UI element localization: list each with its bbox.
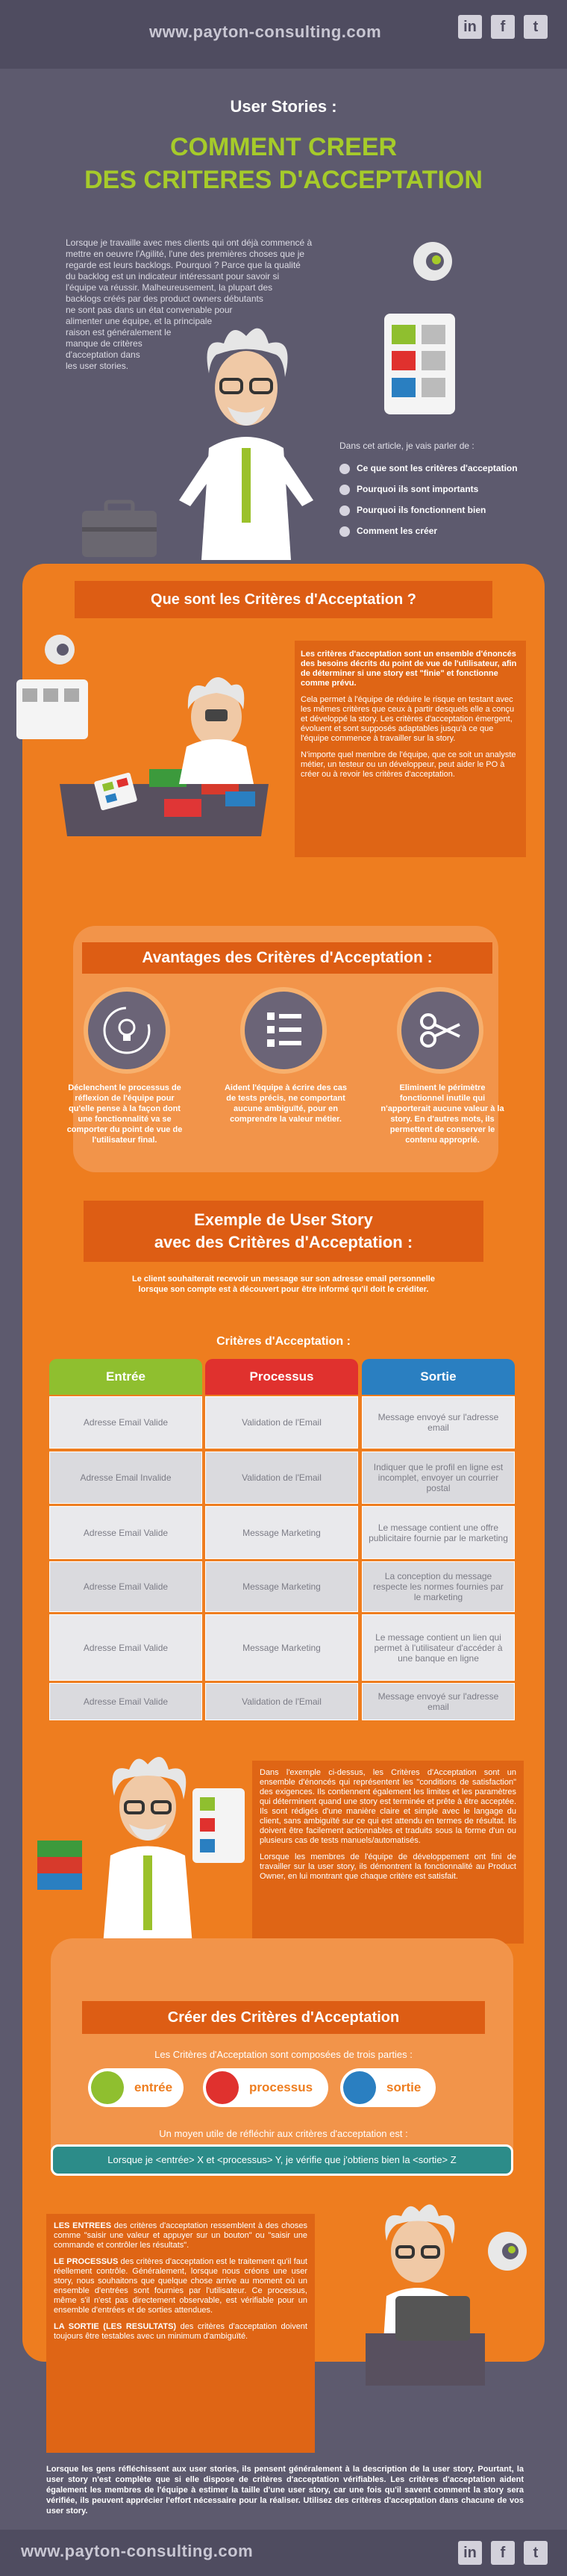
criteria-cell: Adresse Email Valide xyxy=(49,1683,202,1720)
criteria-cell: Adresse Email Valide xyxy=(49,1506,202,1559)
intro-line: mettre en oeuvre l'Agilité, l'une des premières choses que je xyxy=(66,249,305,259)
criteria-cell: Adresse Email Valide xyxy=(49,1614,202,1681)
criteria-cell: La conception du message respecte les normes fournies par le marketing xyxy=(362,1561,515,1612)
topic-item[interactable] xyxy=(339,526,437,537)
intro-line: raison est généralement le xyxy=(66,327,172,337)
scientist-with-checklist-illustration xyxy=(36,1743,267,1945)
checklist-icon xyxy=(240,987,327,1074)
topic-label: Comment les créer xyxy=(357,526,438,536)
entries-paragraph xyxy=(54,2221,307,2250)
site-url-link[interactable]: www.payton-consulting.com xyxy=(149,22,382,41)
formula-box: Lorsque je <entrée> X et <processus> Y, je vérifie que j'obtiens bien la <sortie> Z xyxy=(51,2144,513,2176)
linkedin-icon[interactable]: in xyxy=(458,15,482,39)
criteria-cell: Message Marketing xyxy=(205,1614,358,1681)
scientist-with-robot-illustration xyxy=(328,2191,545,2386)
topic-item[interactable] xyxy=(339,484,478,495)
intro-line: backlogs créés par des product owners débutants xyxy=(66,293,263,304)
output-icon xyxy=(343,2071,376,2104)
criteria-column-header: Processus xyxy=(205,1359,358,1395)
criteria-cell: Validation de l'Email xyxy=(205,1396,358,1449)
intro-kicker: User Stories : xyxy=(230,97,337,116)
criteria-cell: Message Marketing xyxy=(205,1561,358,1612)
section4-title: Créer des Critères d'Acceptation xyxy=(82,2001,485,2034)
part-input-pill xyxy=(88,2068,184,2107)
topic-label: Ce que sont les critères d'acceptation xyxy=(357,463,518,473)
footer-bar xyxy=(0,2530,567,2576)
briefcase-icon xyxy=(81,499,158,559)
criteria-column-header: Entrée xyxy=(49,1359,202,1395)
criteria-title: Critères d'Acceptation : xyxy=(216,1335,351,1348)
closing-paragraph: Lorsque les gens réfléchissent aux user stories, ils pensent généralement à la description de la user story. Pourtant, la user story n'est complète que si elle dispose de critères d'acceptation vérifiables. Les critères d'acceptation aident également les membres de l'équipe à estimer la taille d'une user story, car une fois qu'il savent comment la story sera vérifiée, ils peuvent apprécier l'effort nécessaire pour la réaliser. Utilisez des critères d'acceptation dans chacune de vos user story. xyxy=(46,2465,524,2516)
part-label: processus xyxy=(249,2080,313,2094)
definition-p3: N'importe quel membre de l'équipe, que ce soit un analyste métier, un testeur ou un développeur, peut aider le PO à créer ou à revoir les critères d'acceptation. xyxy=(301,750,516,779)
gear-icon xyxy=(339,485,350,495)
criteria-cell: Validation de l'Email xyxy=(205,1683,358,1720)
parts-explanation-box xyxy=(46,2214,315,2453)
scissors-icon xyxy=(397,987,483,1074)
criteria-cell: Validation de l'Email xyxy=(205,1452,358,1504)
robot-illustration xyxy=(377,239,459,418)
advantage-text: Déclenchent le processus de réflexion de l'équipe pour qu'elle pense à la façon dont une fonctionnalité va se comporter du point de vue de l'utilisateur final. xyxy=(66,1083,183,1145)
gear-icon xyxy=(339,526,350,537)
part-label: entrée xyxy=(134,2080,173,2094)
output-paragraph xyxy=(54,2322,307,2342)
criteria-cell: Message Marketing xyxy=(205,1506,358,1559)
explanation-p1: Dans l'exemple ci-dessus, les Critères d'Acceptation sont un ensemble d'énoncés qui représentent les "conditions de satisfaction" des exigences. Ils contiennent également les limites et les paramètres qui déterminent quand une story est terminée et prête à être acceptée. Ils sont rédigés d'une manière claire et simple avec le langage du client, sans ambiguïté sur ce qui est attendu en termes de résultat. Ils doivent être facilement actionnables et traduits sous la forme d'un ou plusieurs cas de tests manuels/automatisés. xyxy=(260,1768,516,1845)
input-icon xyxy=(91,2071,124,2104)
output-text: des critères d'acceptation doivent toujours être testables avec un minimum d'ambiguïté. xyxy=(54,2322,307,2341)
intro-title-line1: COMMENT CREER xyxy=(169,133,398,161)
explanation-p2: Lorsque les membres de l'équipe de développement ont fini de travailler sur la user story, ils démontrent la fonctionnalité au Product Owner, en lui montrant que chaque critère est satisfait. xyxy=(260,1852,516,1881)
facebook-icon[interactable]: f xyxy=(491,2541,515,2565)
section2-title: Avantages des Critères d'Acceptation : xyxy=(82,942,492,974)
advantage-text: Aident l'équipe à écrire des cas de tests précis, ne comportant aucune ambiguïté, pour en comprendre la valeur métier. xyxy=(224,1083,348,1124)
lightbulb-cycle-icon xyxy=(84,987,170,1074)
output-label: LA SORTIE (LES RESULTATS) xyxy=(54,2322,177,2331)
intro-line: l'équipe va réussir. Malheureusement, la plupart des xyxy=(66,282,273,293)
user-story-line2: lorsque son compte est à découvert pour être informé qu'il doit le créditer. xyxy=(138,1285,429,1294)
useful-way-text: Un moyen utile de réfléchir aux critères d'acceptation est : xyxy=(159,2128,408,2139)
criteria-cell: Message envoyé sur l'adresse email xyxy=(362,1396,515,1449)
intro-line: d'acceptation dans xyxy=(66,349,140,360)
topic-label: Pourquoi ils fonctionnent bien xyxy=(357,505,486,515)
facebook-icon[interactable]: f xyxy=(491,15,515,39)
parts-intro: Les Critères d'Acceptation sont composées de trois parties : xyxy=(154,2049,413,2060)
section3-title-line2: avec des Critères d'Acceptation : xyxy=(154,1233,413,1251)
criteria-cell: Message envoyé sur l'adresse email xyxy=(362,1683,515,1720)
definition-box xyxy=(295,641,526,857)
topic-label: Pourquoi ils sont importants xyxy=(357,484,479,494)
criteria-cell: Le message contient une offre publicitaire fournie par le marketing xyxy=(362,1506,515,1559)
footer-site-url-link[interactable]: www.payton-consulting.com xyxy=(21,2542,254,2560)
gear-icon xyxy=(339,505,350,516)
criteria-cell: Adresse Email Valide xyxy=(49,1561,202,1612)
part-output-pill xyxy=(340,2068,436,2107)
twitter-icon[interactable]: t xyxy=(524,2541,548,2565)
topic-item[interactable] xyxy=(339,505,486,516)
team-table-illustration xyxy=(15,635,291,889)
intro-line: manque de critères xyxy=(66,338,142,349)
intro-line: regarde est leurs backlogs. Pourquoi ? Parce que la qualité xyxy=(66,260,301,270)
intro-line: du backlog est un indicateur intéressant pour savoir si xyxy=(66,271,280,281)
process-icon xyxy=(206,2071,239,2104)
part-process-pill xyxy=(203,2068,328,2107)
scientist-illustration xyxy=(172,314,321,560)
intro-title-line2: DES CRITERES D'ACCEPTATION xyxy=(84,166,483,194)
part-label: sortie xyxy=(386,2080,422,2094)
definition-p1: Les critères d'acceptation sont un ensemble d'énoncés des besoins décrits du point de vue de l'utilisateur, afin de déterminer si une story est "finie" et fonctionne comme prévu. xyxy=(301,650,517,688)
section3-title xyxy=(84,1201,483,1262)
criteria-cell: Adresse Email Invalide xyxy=(49,1452,202,1504)
intro-line: les user stories. xyxy=(66,361,129,371)
process-text: des critères d'acceptation est le traitement qu'il faut réellement contrôle. Généralement, lorsque nous créons une user story, nous souhaitons que quelque chose arrive au moment où un ensemble d'entrées sont fournies par l'utilisateur. Ce processus, même s'il n'est pas directement observable, est vérifiable pour un ensemble d'entrées et de sorties attendues. xyxy=(54,2257,307,2315)
definition-p2: Cela permet à l'équipe de réduire le risque en testant avec les mêmes critères que ceux à partir desquels elle a conçu et développé la story. Les critères d'acceptation émergent, évoluent et sont supposés adaptables jusqu'à ce que l'équipe commence à travailler sur la story. xyxy=(301,695,515,743)
user-story-line1: Le client souhaiterait recevoir un message sur son adresse email personnelle xyxy=(132,1275,435,1284)
linkedin-icon[interactable]: in xyxy=(458,2541,482,2565)
intro-line: alimenter une équipe, et la principale xyxy=(66,316,213,326)
process-label: LE PROCESSUS xyxy=(54,2257,119,2266)
gear-icon xyxy=(339,464,350,474)
process-paragraph xyxy=(54,2257,307,2315)
entries-label: LES ENTREES xyxy=(54,2221,112,2230)
twitter-icon[interactable]: t xyxy=(524,15,548,39)
section3-title-line1: Exemple de User Story xyxy=(194,1210,373,1229)
criteria-cell: Indiquer que le profil en ligne est incomplet, envoyer un courrier postal xyxy=(362,1452,515,1504)
intro-line: ne sont pas dans un état convenable pour xyxy=(66,305,233,315)
header-bar xyxy=(0,0,567,69)
topic-item[interactable] xyxy=(339,463,518,474)
article-lead: Dans cet article, je vais parler de : xyxy=(339,441,474,451)
criteria-cell: Le message contient un lien qui permet à l'utilisateur d'accéder à une banque en ligne xyxy=(362,1614,515,1681)
entries-text: des critères d'acceptation ressemblent à des choses comme "saisir une valeur et appuyer sur un bouton" ou "saisir une commande et contrôler les résultats". xyxy=(54,2221,308,2250)
intro-line: Lorsque je travaille avec mes clients qui ont déjà commencé à xyxy=(66,237,313,248)
user-story-text xyxy=(45,1274,522,1295)
example-explanation-box xyxy=(252,1761,524,1944)
criteria-cell: Adresse Email Valide xyxy=(49,1396,202,1449)
section1-title: Que sont les Critères d'Acceptation ? xyxy=(75,581,492,618)
criteria-column-header: Sortie xyxy=(362,1359,515,1395)
advantage-text: Eliminent le périmètre fonctionnel inutile qui n'apporterait aucune valeur à la story. En d'autres mots, ils permettent de conserver le contenu approprié. xyxy=(380,1083,504,1145)
